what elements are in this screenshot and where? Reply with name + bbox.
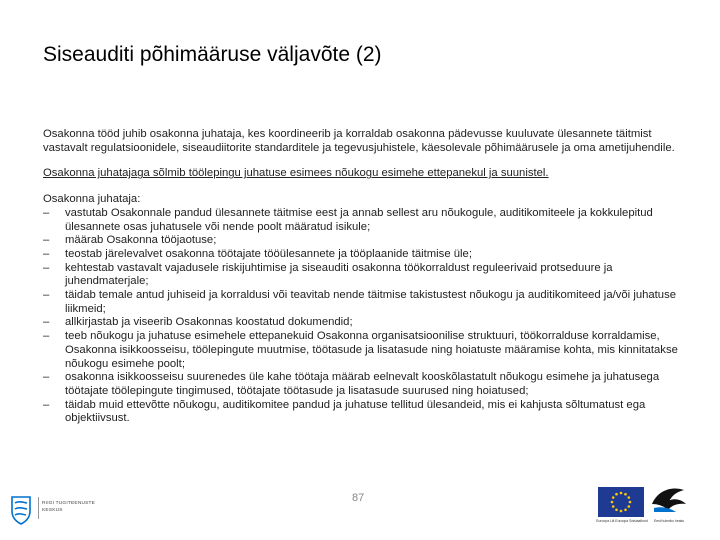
list-title: Osakonna juhataja: — [43, 193, 141, 206]
slide-body — [43, 128, 683, 426]
dash-bullet: – — [43, 316, 50, 329]
list-item: – täidab temale antud juhiseid ja korraldusi või teavitab nende täitmise takistustest nõukogu ja auditikomiteed ja/või juhatuse liikmeid; — [43, 289, 677, 315]
fund-caption: Eesti tuleviku heaks — [654, 519, 684, 523]
list-item: – teeb nõukogu ja juhatuse esimehele ettepanekuid Osakonna organisatsioonilise struktuuri, töökorralduse korraldamise, Osakonna isikkoosseisu, töölepingute muutmise, töötasude ja lisatasude ning hoiatuste määramise kohta, mis kinnitatakse nõukogu esimehe poolt; — [43, 330, 678, 370]
coat-of-arms-icon — [10, 495, 32, 525]
eu-caption: Euroopa Liit Euroopa Sotsiaalfond — [596, 519, 648, 523]
list-item: – osakonna isikkoosseisu suurenedes üle kahe töötaja määrab eelnevalt kooskõlastatult nõukogu esimehe ja juhatusega töötajate töölepingute tingimused, töötajate töötasude ja lisatasude suurused ning hoiatused; — [43, 371, 660, 397]
dash-bullet: – — [43, 261, 50, 274]
page-number: 87 — [352, 492, 365, 504]
dash-bullet: – — [43, 398, 50, 411]
list-item: – määrab Osakonna tööjaotuse; — [43, 234, 217, 247]
organization-name: RIIGI TUGITEENUSTE KESKUS — [42, 501, 96, 513]
paragraph-leadership: Osakonna tööd juhib osakonna juhataja, kes koordineerib ja korraldab osakonna pädevusse kuuluvate ülesannete täitmist vastavalt regulatsioonidele, siseaudiitorite standarditele ja tegevusjuhistele, käesolevale põhimäärusele ja oma ametijuhendile. — [43, 128, 675, 154]
dash-bullet: – — [43, 330, 50, 343]
dash-bullet: – — [43, 371, 50, 384]
swallow-logo-icon — [646, 484, 690, 518]
dash-bullet: – — [43, 234, 50, 247]
logo-divider — [38, 497, 39, 519]
dash-bullet: – — [43, 247, 50, 260]
dash-bullet: – — [43, 289, 50, 302]
list-item: – kehtestab vastavalt vajadusele riskijuhtimise ja siseauditi osakonna töökorraldust reguleerivaid protseduure ja juhendmaterjale; — [43, 261, 613, 288]
list-item: – teostab järelevalvet osakonna töötajate tööülesannete ja tööplaanide täitmise üle; — [43, 247, 472, 260]
slide-title: Siseauditi põhimääruse väljavõte (2) — [43, 43, 382, 66]
paragraph-contract: Osakonna juhatajaga sõlmib töölepingu juhatuse esimees nõukogu esimehe ettepanekul ja suunistel. — [43, 167, 549, 180]
list-item: – vastutab Osakonnale pandud ülesannete täitmise eest ja annab sellest aru nõukogule, auditikomiteele ja kokkulepitud ülesannete osas juhatusele või nende poolt määratud isikule; — [43, 206, 653, 233]
list-item: – täidab muid ettevõtte nõukogu, auditikomitee pandud ja juhatuse tellitud ülesandeid, mis ei kahjusta sõltumatust ega objektiivsust. — [43, 398, 646, 425]
eu-flag-icon — [598, 487, 644, 517]
duties-list — [43, 207, 683, 426]
dash-bullet: – — [43, 206, 50, 219]
list-item: – allkirjastab ja viseerib Osakonnas koostatud dokumendid; — [43, 316, 353, 329]
